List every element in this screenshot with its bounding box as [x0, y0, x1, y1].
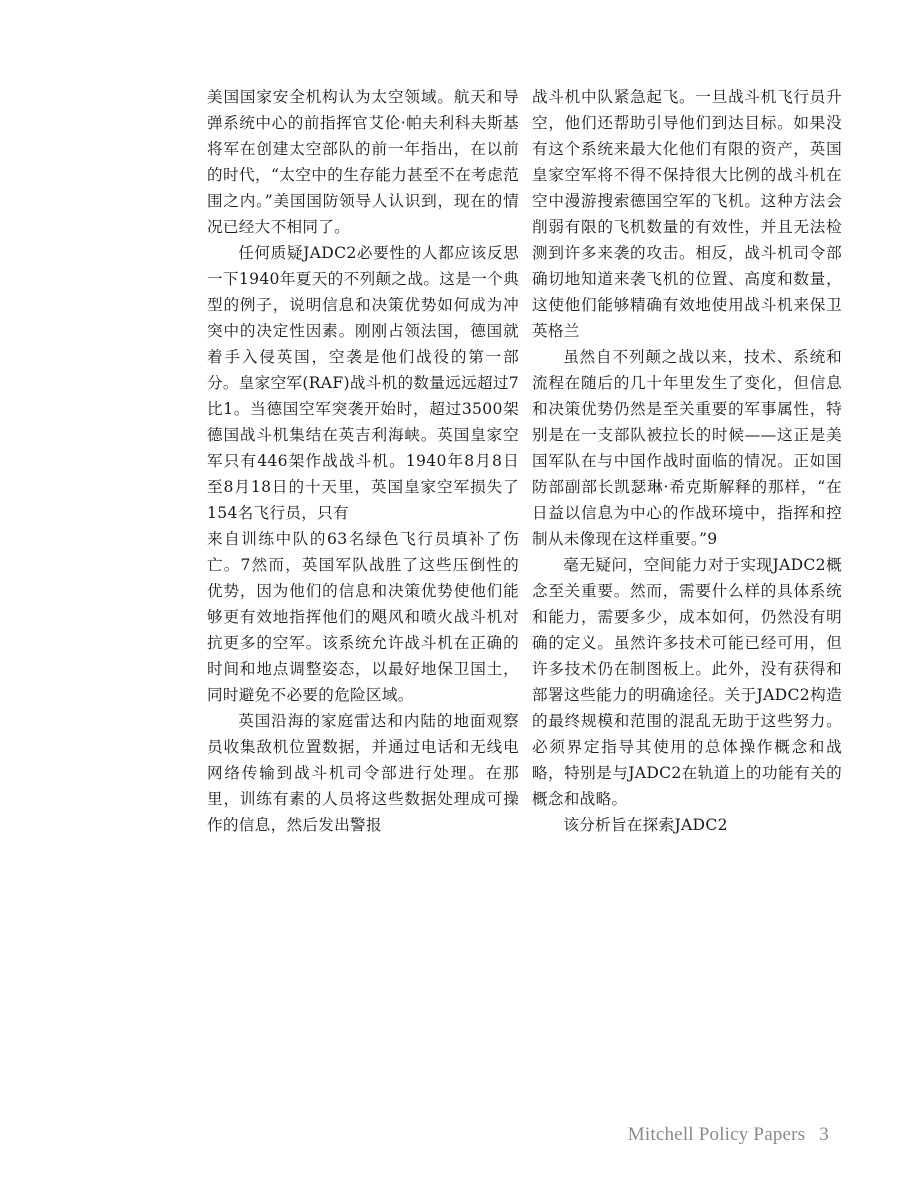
paragraph: 任何质疑JADC2必要性的人都应该反思一下1940年夏天的不列颠之战。这是一个典型的例子，说明信息和决策优势如何成为冲突中的决定性因素。刚刚占领法国，德国就着手入侵英国，空袭是他们战役的第一部分。皇家空军(RAF)战斗机的数量远远超过7比1。当德国空军突袭开始时，超过3500架德国战斗机集结在英吉利海峡。英国皇家空军只有446架作战战斗机。1940年8月8日至8月18日的十天里，英国皇家空军损失了154名飞行员，只有	[207, 244, 520, 522]
page-number: 3	[819, 1124, 829, 1145]
page-footer	[628, 1124, 829, 1146]
right-text-column	[532, 84, 842, 838]
paragraph: 该分析旨在探索JADC2	[563, 816, 728, 834]
paragraph: 来自训练中队的63名绿色飞行员填补了伤亡。7然而，英国军队战胜了这些压倒性的优势，因为他们的信息和决策优势使他们能够更有效地指挥他们的飓风和喷火战斗机对抗更多的空军。该系统允许战斗机在正确的时间和地点调整姿态，以最好地保卫国土，同时避免不必要的危险区域。	[207, 530, 519, 704]
publication-title: Mitchell Policy Papers	[627, 1124, 806, 1145]
paragraph: 虽然自不列颠之战以来，技术、系统和流程在随后的几十年里发生了变化，但信息和决策优势仍然是至关重要的军事属性，特别是在一支部队被拉长的时候——这正是美国军队在与中国作战时面临的情况。正如国防部副部长凯瑟琳·希克斯解释的那样，“在日益以信息为中心的作战环境中，指挥和控制从未像现在这样重要。”9	[532, 348, 842, 548]
paragraph: 美国国家安全机构认为太空领域。航天和导弹系统中心的前指挥官艾伦·帕夫利科夫斯基将军在创建太空部队的前一年指出，在以前的时代，“太空中的生存能力甚至不在考虑范围之内。”美国国防领导人认识到，现在的情况已经大不相同了。	[207, 88, 519, 236]
paragraph: 英国沿海的家庭雷达和内陆的地面观察员收集敌机位置数据，并通过电话和无线电网络传输到战斗机司令部进行处理。在那里，训练有素的人员将这些数据处理成可操作的信息，然后发出警报	[207, 712, 519, 834]
paragraph: 战斗机中队紧急起飞。一旦战斗机飞行员升空，他们还帮助引导他们到达目标。如果没有这个系统来最大化他们有限的资产，英国皇家空军将不得不保持很大比例的战斗机在空中漫游搜索德国空军的飞机。这种方法会削弱有限的飞机数量的有效性，并且无法检测到许多来袭的攻击。相反，战斗机司令部确切地知道来袭飞机的位置、高度和数量，这使他们能够精确有效地使用战斗机来保卫英格兰	[532, 88, 842, 340]
paragraph: 毫无疑问，空间能力对于实现JADC2概念至关重要。然而，需要什么样的具体系统和能力，需要多少，成本如何，仍然没有明确的定义。虽然许多技术可能已经可用，但许多技术仍在制图板上。此外，没有获得和部署这些能力的明确途径。关于JADC2构造的最终规模和范围的混乱无助于这些努力。必须界定指导其使用的总体操作概念和战略，特别是与JADC2在轨道上的功能有关的概念和战略。	[532, 556, 842, 808]
left-text-column	[207, 84, 519, 838]
